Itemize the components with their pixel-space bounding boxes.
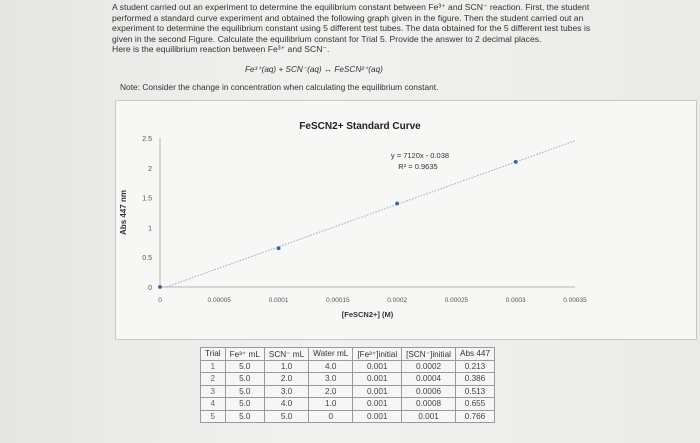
data-point: [395, 202, 399, 206]
table-cell: 3.0: [309, 373, 353, 386]
trendline-r2: R² = 0.9635: [398, 162, 438, 171]
table-cell: 5.0: [225, 360, 264, 373]
x-tick-label: 0.00025: [444, 297, 469, 304]
table-cell: 2.0: [264, 373, 308, 386]
table-header: [SCN⁻]initial: [402, 348, 456, 361]
y-tick-label: 0: [148, 285, 152, 292]
table-row: [201, 385, 495, 398]
data-point: [514, 160, 518, 164]
table-cell: 5.0: [225, 398, 264, 411]
y-axis-label: Abs 447 nm: [119, 190, 128, 235]
x-axis-label: [FeSCN2+] (M): [341, 310, 394, 319]
problem-line: performed a standard curve experiment and obtained the following graph given in the figure. Then the student carried out an: [112, 12, 584, 23]
trendline: [166, 141, 575, 287]
table-cell: 0.001: [353, 410, 402, 423]
trial-data-table: [200, 347, 495, 423]
table-cell: 0.001: [353, 373, 402, 386]
x-tick-label: 0.0001: [268, 297, 289, 304]
x-tick-label: 0.00005: [207, 297, 232, 304]
y-tick-label: 1: [148, 225, 152, 233]
table-cell: 0.0008: [402, 398, 456, 411]
trendline-equation: y = 7120x - 0.038: [390, 151, 450, 160]
table-cell: 0.001: [402, 410, 456, 423]
table-cell: 1.0: [264, 360, 308, 373]
table-cell: 5.0: [225, 385, 264, 398]
problem-line: Here is the equilibrium reaction between Fe³⁺ and SCN⁻.: [112, 44, 330, 55]
table-cell: 5.0: [264, 410, 308, 423]
table-cell: 0: [309, 410, 353, 423]
table-cell: 2.0: [309, 385, 353, 398]
table-cell: 0.001: [353, 360, 402, 373]
table-header: SCN⁻ mL: [264, 348, 308, 361]
y-tick-label: 0.5: [142, 255, 152, 263]
table-cell: 0.766: [455, 410, 494, 423]
table-row: [201, 410, 495, 423]
x-tick-label: 0.00035: [563, 297, 587, 304]
problem-line: experiment to determine the equilibrium constant using 5 different test tubes. The data obtained for the 5 different test tubes is: [112, 23, 591, 34]
data-point: [277, 246, 281, 250]
table-cell: 0.001: [353, 398, 402, 411]
table-cell: 1.0: [309, 398, 353, 411]
table-header-row: [201, 348, 495, 361]
problem-line: given in the second Figure. Calculate the equilibrium constant for Trial 5. Provide the answer to 2 decimal places.: [112, 33, 542, 44]
y-tick-label: 1.5: [142, 195, 152, 203]
table-header: Abs 447: [455, 348, 494, 361]
table-cell: 0.0006: [402, 385, 456, 398]
table-row: [201, 360, 495, 373]
table-cell: 0.386: [455, 373, 494, 386]
x-tick-label: 0.0002: [387, 297, 408, 304]
reaction-equation: Fe³⁺(aq) + SCN⁻(aq) ↔ FeSCN²⁺(aq): [245, 65, 383, 74]
table-cell: 0.655: [455, 398, 494, 411]
table-header: [Fe³⁺]initial: [353, 348, 402, 361]
y-tick-label: 2: [148, 165, 152, 173]
table-cell: 4.0: [264, 398, 308, 411]
table-cell: 1: [201, 360, 226, 373]
table-cell: 0.513: [455, 385, 494, 398]
table-cell: 4.0: [309, 360, 353, 373]
table-cell: 5.0: [225, 373, 264, 386]
table-cell: 5: [201, 410, 226, 423]
table-header: Trial: [201, 348, 226, 361]
table-header: Fe³⁺ mL: [225, 348, 264, 361]
table-cell: 3: [201, 385, 226, 398]
note-text: Note: Consider the change in concentration when calculating the equilibrium constant.: [120, 82, 439, 92]
table-cell: 0.001: [353, 385, 402, 398]
chart-title: FeSCN2+ Standard Curve: [299, 121, 421, 132]
table-cell: 0.0004: [402, 373, 456, 386]
data-point: [158, 285, 162, 289]
table-row: [201, 373, 495, 386]
y-tick-label: 2.5: [142, 136, 152, 143]
table-cell: 2: [201, 373, 226, 386]
table-row: [201, 398, 495, 411]
x-tick-label: 0: [158, 297, 162, 304]
x-tick-label: 0.00015: [326, 297, 350, 304]
table-header: Water mL: [309, 348, 353, 361]
table-cell: 0.213: [455, 360, 494, 373]
table-cell: 0.0002: [402, 360, 456, 373]
table-cell: 4: [201, 398, 226, 411]
x-tick-label: 0.0003: [505, 297, 526, 304]
table-cell: 5.0: [225, 410, 264, 423]
table-cell: 3.0: [264, 385, 308, 398]
problem-line: A student carried out an experiment to determine the equilibrium constant between Fe³⁺ and SCN⁻ reaction. First, the student: [112, 2, 590, 12]
